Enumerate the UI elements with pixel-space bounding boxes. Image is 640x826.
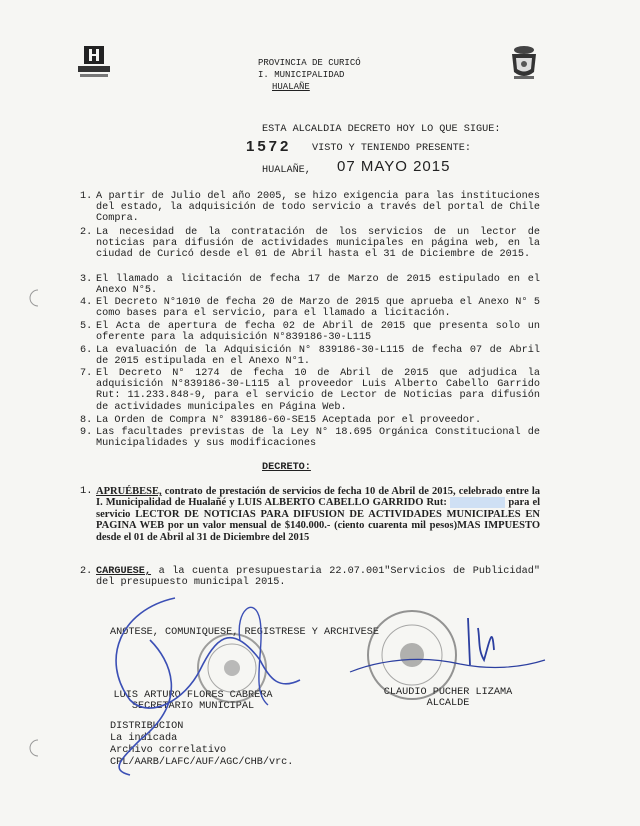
decree-number: 1572 [246,138,292,155]
visto-text: VISTO Y TENIENDO PRESENTE: [312,143,471,154]
list-item: 6. La evaluación de la Adquisición N° 839186-30-L115 de fecha 07 de Abril de 2015 estipulada en el Anexo N°1. [80,345,540,368]
place-name: HUALAÑE, [262,165,311,176]
decree-intro: ESTA ALCALDIA DECRETO HOY LO QUE SIGUE: [262,124,501,135]
secretary-stamp [198,634,266,702]
list-item: 5. El Acta de apertura de fecha 02 de Abril de 2015 que presenta solo un oferente para la adquisición N°839186-30-L115 [80,321,540,344]
resolution-item-1: 1. APRUÉBESE, contrato de prestación de servicios de fecha 10 de Abril de 2015, celebrado entre la I. Municipalidad de Hualañé y LUIS ALBERTO CABELLO GARRIDO Rut: 11.233.848-9 para el servicio LECTOR DE NOTICIAS PARA DIFUSION DE ACTIVIDADES MUNICIPALES EN PAGINA WEB por un valor mensual de $140.000.- (ciento cuarenta mil pesos)MAS IMPUESTO desde el 01 de Abril al 31 de Diciembre del 2015 [80,485,541,543]
redacted-rut: 11.233.848-9 [449,497,506,509]
secretary-signature [116,598,300,775]
distribution-line: CPL/AARB/LAFC/AUF/AGC/CHB/vrc. [110,757,294,768]
mayor-title: ALCALDE [426,698,470,709]
distribution-line: Archivo correlativo [110,745,227,756]
mayor-signature [468,618,494,665]
header-province: PROVINCIA DE CURICÓ [258,58,361,68]
decree-date: 07 MAYO 2015 [337,158,451,175]
distribution-heading: DISTRIBUCION [110,721,184,732]
list-item: 9. Las facultades previstas de la Ley N° 18.695 Orgánica Constitucional de Municipalidades y sus modificaciones [80,427,540,450]
list-item: 2. La necesidad de la contratación de los servicios de un lector de noticias para difusión de actividades municipales en página web, en la ciudad de Curicó desde el 01 de Abril hasta el 31 de Diciembre de 2015. [80,227,540,261]
decreto-heading: DECRETO: [262,462,311,473]
header-municipality: I. MUNICIPALIDAD [258,70,345,80]
secretary-name: LUIS ARTURO FLORES CABRERA [113,690,273,701]
mayor-stamp [368,611,456,699]
closing-formula: ANOTESE, COMUNIQUESE, REGISTRESE Y ARCHIVESE [110,627,379,638]
list-item: 4. El Decreto N°1010 de fecha 20 de Marzo de 2015 que aprueba el Anexo N° 5 como bases para el servicio, para el llamado a licitación. [80,297,540,320]
distribution-line: La indicada [110,733,178,744]
resolution-item-2: 2. CARGUESE, a la cuenta presupuestaria 22.07.001"Servicios de Publicidad" del presupuesto municipal 2015. [80,566,540,589]
mayor-name: CLAUDIO PUCHER LIZAMA [383,687,513,698]
secretary-title: SECRETARIO MUNICIPAL [131,701,255,712]
list-item: 7. El Decreto N° 1274 de fecha 10 de Abril de 2015 que adjudica la adquisición N°839186-30-L115 al proveedor Luis Alberto Cabello Garrido Rut: 11.233.848-9, para el servicio de Lector de Noticias para difusión de actividades municipales en Página Web. [80,368,540,413]
list-item: 8. La Orden de Compra N° 839186-60-SE15 Aceptada por el proveedor. [80,415,482,426]
header-commune: HUALAÑE [272,82,310,92]
list-item: 1. A partir de Julio del año 2005, se hizo exigencia para las instituciones del estado, la adquisición de todo servicio a través del portal de Chile Compra. [80,191,540,225]
list-item: 3. El llamado a licitación de fecha 17 de Marzo de 2015 estipulado en el Anexo N°5. [80,274,540,297]
